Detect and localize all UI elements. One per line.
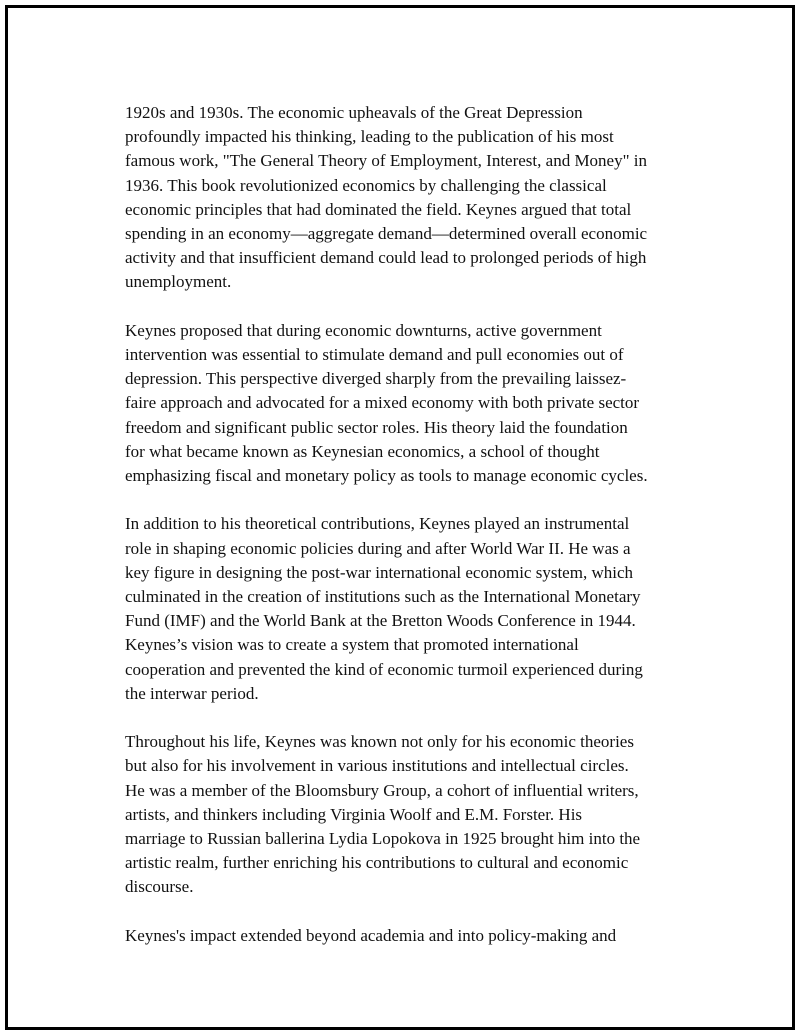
text-line: Keynes's impact extended beyond academia and into policy-making and bbox=[125, 925, 617, 945]
paragraph bbox=[125, 101, 705, 295]
text-line: profoundly impacted his thinking, leading to the publication of his most bbox=[125, 127, 614, 147]
text-line: marriage to Russian ballerina Lydia Lopokova in 1925 brought him into the bbox=[125, 829, 641, 849]
text-line: discourse. bbox=[125, 877, 194, 897]
text-line: Keynes’s vision was to create a system that promoted international bbox=[125, 635, 579, 655]
text-line: unemployment. bbox=[125, 272, 232, 292]
text-line: key figure in designing the post-war international economic system, which bbox=[125, 562, 633, 582]
paragraph bbox=[125, 730, 705, 899]
text-line: Throughout his life, Keynes was known not only for his economic theories bbox=[125, 732, 634, 752]
text-line: artistic realm, further enriching his contributions to cultural and economic bbox=[125, 853, 629, 873]
text-line: freedom and significant public sector roles. His theory laid the foundation bbox=[125, 417, 628, 437]
text-line: faire approach and advocated for a mixed economy with both private sector bbox=[125, 393, 640, 413]
page-frame bbox=[5, 5, 795, 1030]
text-line: culminated in the creation of institutions such as the International Monetary bbox=[125, 587, 641, 607]
text-line: depression. This perspective diverged sharply from the prevailing laissez- bbox=[125, 369, 627, 389]
paragraph bbox=[125, 512, 705, 706]
text-line: the interwar period. bbox=[125, 683, 259, 703]
text-line: Fund (IMF) and the World Bank at the Bretton Woods Conference in 1944. bbox=[125, 611, 636, 631]
text-line: In addition to his theoretical contributions, Keynes played an instrumental bbox=[125, 514, 630, 534]
text-line: artists, and thinkers including Virginia Woolf and E.M. Forster. His bbox=[125, 804, 583, 824]
text-line: emphasizing fiscal and monetary policy as tools to manage economic cycles. bbox=[125, 466, 648, 486]
text-line: famous work, "The General Theory of Employment, Interest, and Money" in bbox=[125, 151, 648, 171]
paragraph bbox=[125, 924, 705, 948]
text-line: activity and that insufficient demand could lead to prolonged periods of high bbox=[125, 248, 647, 268]
text-line: cooperation and prevented the kind of economic turmoil experienced during bbox=[125, 659, 643, 679]
text-line: Keynes proposed that during economic downturns, active government bbox=[125, 320, 602, 340]
text-line: but also for his involvement in various institutions and intellectual circles. bbox=[125, 756, 629, 776]
document-body bbox=[125, 101, 705, 972]
text-line: He was a member of the Bloomsbury Group, a cohort of influential writers, bbox=[125, 780, 639, 800]
text-line: economic principles that had dominated the field. Keynes argued that total bbox=[125, 199, 632, 219]
text-line: for what became known as Keynesian economics, a school of thought bbox=[125, 441, 600, 461]
text-line: 1936. This book revolutionized economics by challenging the classical bbox=[125, 175, 607, 195]
text-line: spending in an economy—aggregate demand—determined overall economic bbox=[125, 224, 648, 244]
text-line: intervention was essential to stimulate demand and pull economies out of bbox=[125, 345, 624, 365]
text-line: 1920s and 1930s. The economic upheavals of the Great Depression bbox=[125, 103, 583, 122]
paragraph bbox=[125, 319, 705, 488]
text-line: role in shaping economic policies during and after World War II. He was a bbox=[125, 538, 631, 558]
